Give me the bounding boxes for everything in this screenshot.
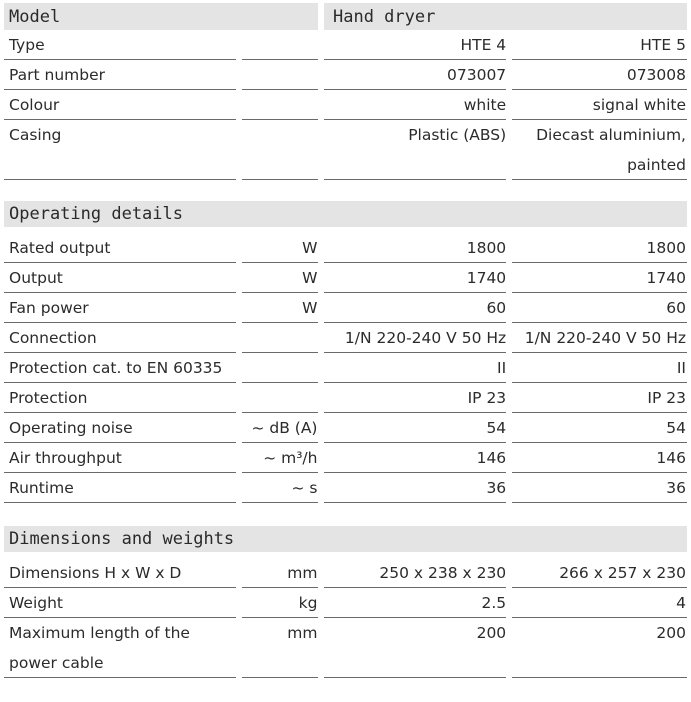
row-unit xyxy=(242,120,319,180)
table-row xyxy=(4,323,687,353)
row-unit: kg xyxy=(242,588,319,618)
value-hte5: 266 x 257 x 230 xyxy=(512,558,687,588)
row-label: Output xyxy=(4,263,236,293)
table-row xyxy=(4,233,687,263)
value-hte5: 36 xyxy=(512,473,687,503)
value-hte5 xyxy=(512,120,687,180)
table-row xyxy=(4,60,687,90)
row-unit: mm xyxy=(242,618,319,678)
value-hte5: 073008 xyxy=(512,60,687,90)
value-hte5: signal white xyxy=(512,90,687,120)
table-row xyxy=(4,558,687,588)
model-heading: Model xyxy=(9,6,61,27)
model-header xyxy=(4,3,687,30)
value-hte5: 1/N 220-240 V 50 Hz xyxy=(512,323,687,353)
value-hte4: 60 xyxy=(324,293,506,323)
value-hte5: 60 xyxy=(512,293,687,323)
value-hte5: HTE 5 xyxy=(512,30,687,60)
value-hte4: 1800 xyxy=(324,233,506,263)
row-label: Weight xyxy=(4,588,236,618)
casing-line-2: painted xyxy=(627,156,686,174)
row-label: Dimensions H x W x D xyxy=(4,558,236,588)
spec-sheet xyxy=(4,3,687,678)
value-hte4: Plastic (ABS) xyxy=(324,120,506,180)
value-hte5: 200 xyxy=(512,618,687,678)
table-row xyxy=(4,30,687,60)
row-label: Fan power xyxy=(4,293,236,323)
value-hte4: 54 xyxy=(324,413,506,443)
table-row xyxy=(4,413,687,443)
value-hte4: 1740 xyxy=(324,263,506,293)
value-hte4: HTE 4 xyxy=(324,30,506,60)
value-hte4: 1/N 220-240 V 50 Hz xyxy=(324,323,506,353)
value-hte4: white xyxy=(324,90,506,120)
value-hte5: IP 23 xyxy=(512,383,687,413)
row-label xyxy=(4,618,236,678)
value-hte4: IP 23 xyxy=(324,383,506,413)
row-label: Runtime xyxy=(4,473,236,503)
row-unit: ~ s xyxy=(242,473,319,503)
value-hte4: 2.5 xyxy=(324,588,506,618)
value-hte4: 250 x 238 x 230 xyxy=(324,558,506,588)
table-row xyxy=(4,353,687,383)
value-hte5: 146 xyxy=(512,443,687,473)
product-heading: Hand dryer xyxy=(333,6,436,27)
value-hte4: 36 xyxy=(324,473,506,503)
table-row xyxy=(4,263,687,293)
row-unit xyxy=(242,383,319,413)
value-hte5: 1740 xyxy=(512,263,687,293)
casing-line-1: Diecast aluminium, xyxy=(536,126,686,144)
value-hte4: 073007 xyxy=(324,60,506,90)
row-unit xyxy=(242,30,319,60)
table-row xyxy=(4,383,687,413)
row-label: Protection cat. to EN 60335 xyxy=(4,353,236,383)
row-label: Operating noise xyxy=(4,413,236,443)
table-row xyxy=(4,120,687,180)
row-unit: W xyxy=(242,233,319,263)
row-unit: mm xyxy=(242,558,319,588)
row-label: Protection xyxy=(4,383,236,413)
value-hte5: II xyxy=(512,353,687,383)
row-unit xyxy=(242,323,319,353)
row-label: Connection xyxy=(4,323,236,353)
row-label: Air throughput xyxy=(4,443,236,473)
table-row xyxy=(4,293,687,323)
value-hte5: 1800 xyxy=(512,233,687,263)
value-hte4: 146 xyxy=(324,443,506,473)
row-unit xyxy=(242,60,319,90)
row-label: Type xyxy=(4,30,236,60)
cable-label-line-2: power cable xyxy=(9,654,104,672)
table-row xyxy=(4,443,687,473)
row-label: Casing xyxy=(4,120,236,180)
value-hte5: 54 xyxy=(512,413,687,443)
row-unit xyxy=(242,353,319,383)
table-row xyxy=(4,618,687,678)
cable-label-line-1: Maximum length of the xyxy=(9,624,190,642)
operating-details-heading: Operating details xyxy=(4,201,687,227)
row-label: Part number xyxy=(4,60,236,90)
value-hte4: 200 xyxy=(324,618,506,678)
table-row xyxy=(4,90,687,120)
row-unit: ~ m³/h xyxy=(242,443,319,473)
table-row xyxy=(4,588,687,618)
value-hte4: II xyxy=(324,353,506,383)
row-unit xyxy=(242,90,319,120)
row-unit: W xyxy=(242,263,319,293)
dimensions-heading: Dimensions and weights xyxy=(4,526,687,552)
table-row xyxy=(4,473,687,503)
row-unit: W xyxy=(242,293,319,323)
value-hte5: 4 xyxy=(512,588,687,618)
row-unit: ~ dB (A) xyxy=(242,413,319,443)
row-label: Rated output xyxy=(4,233,236,263)
row-label: Colour xyxy=(4,90,236,120)
